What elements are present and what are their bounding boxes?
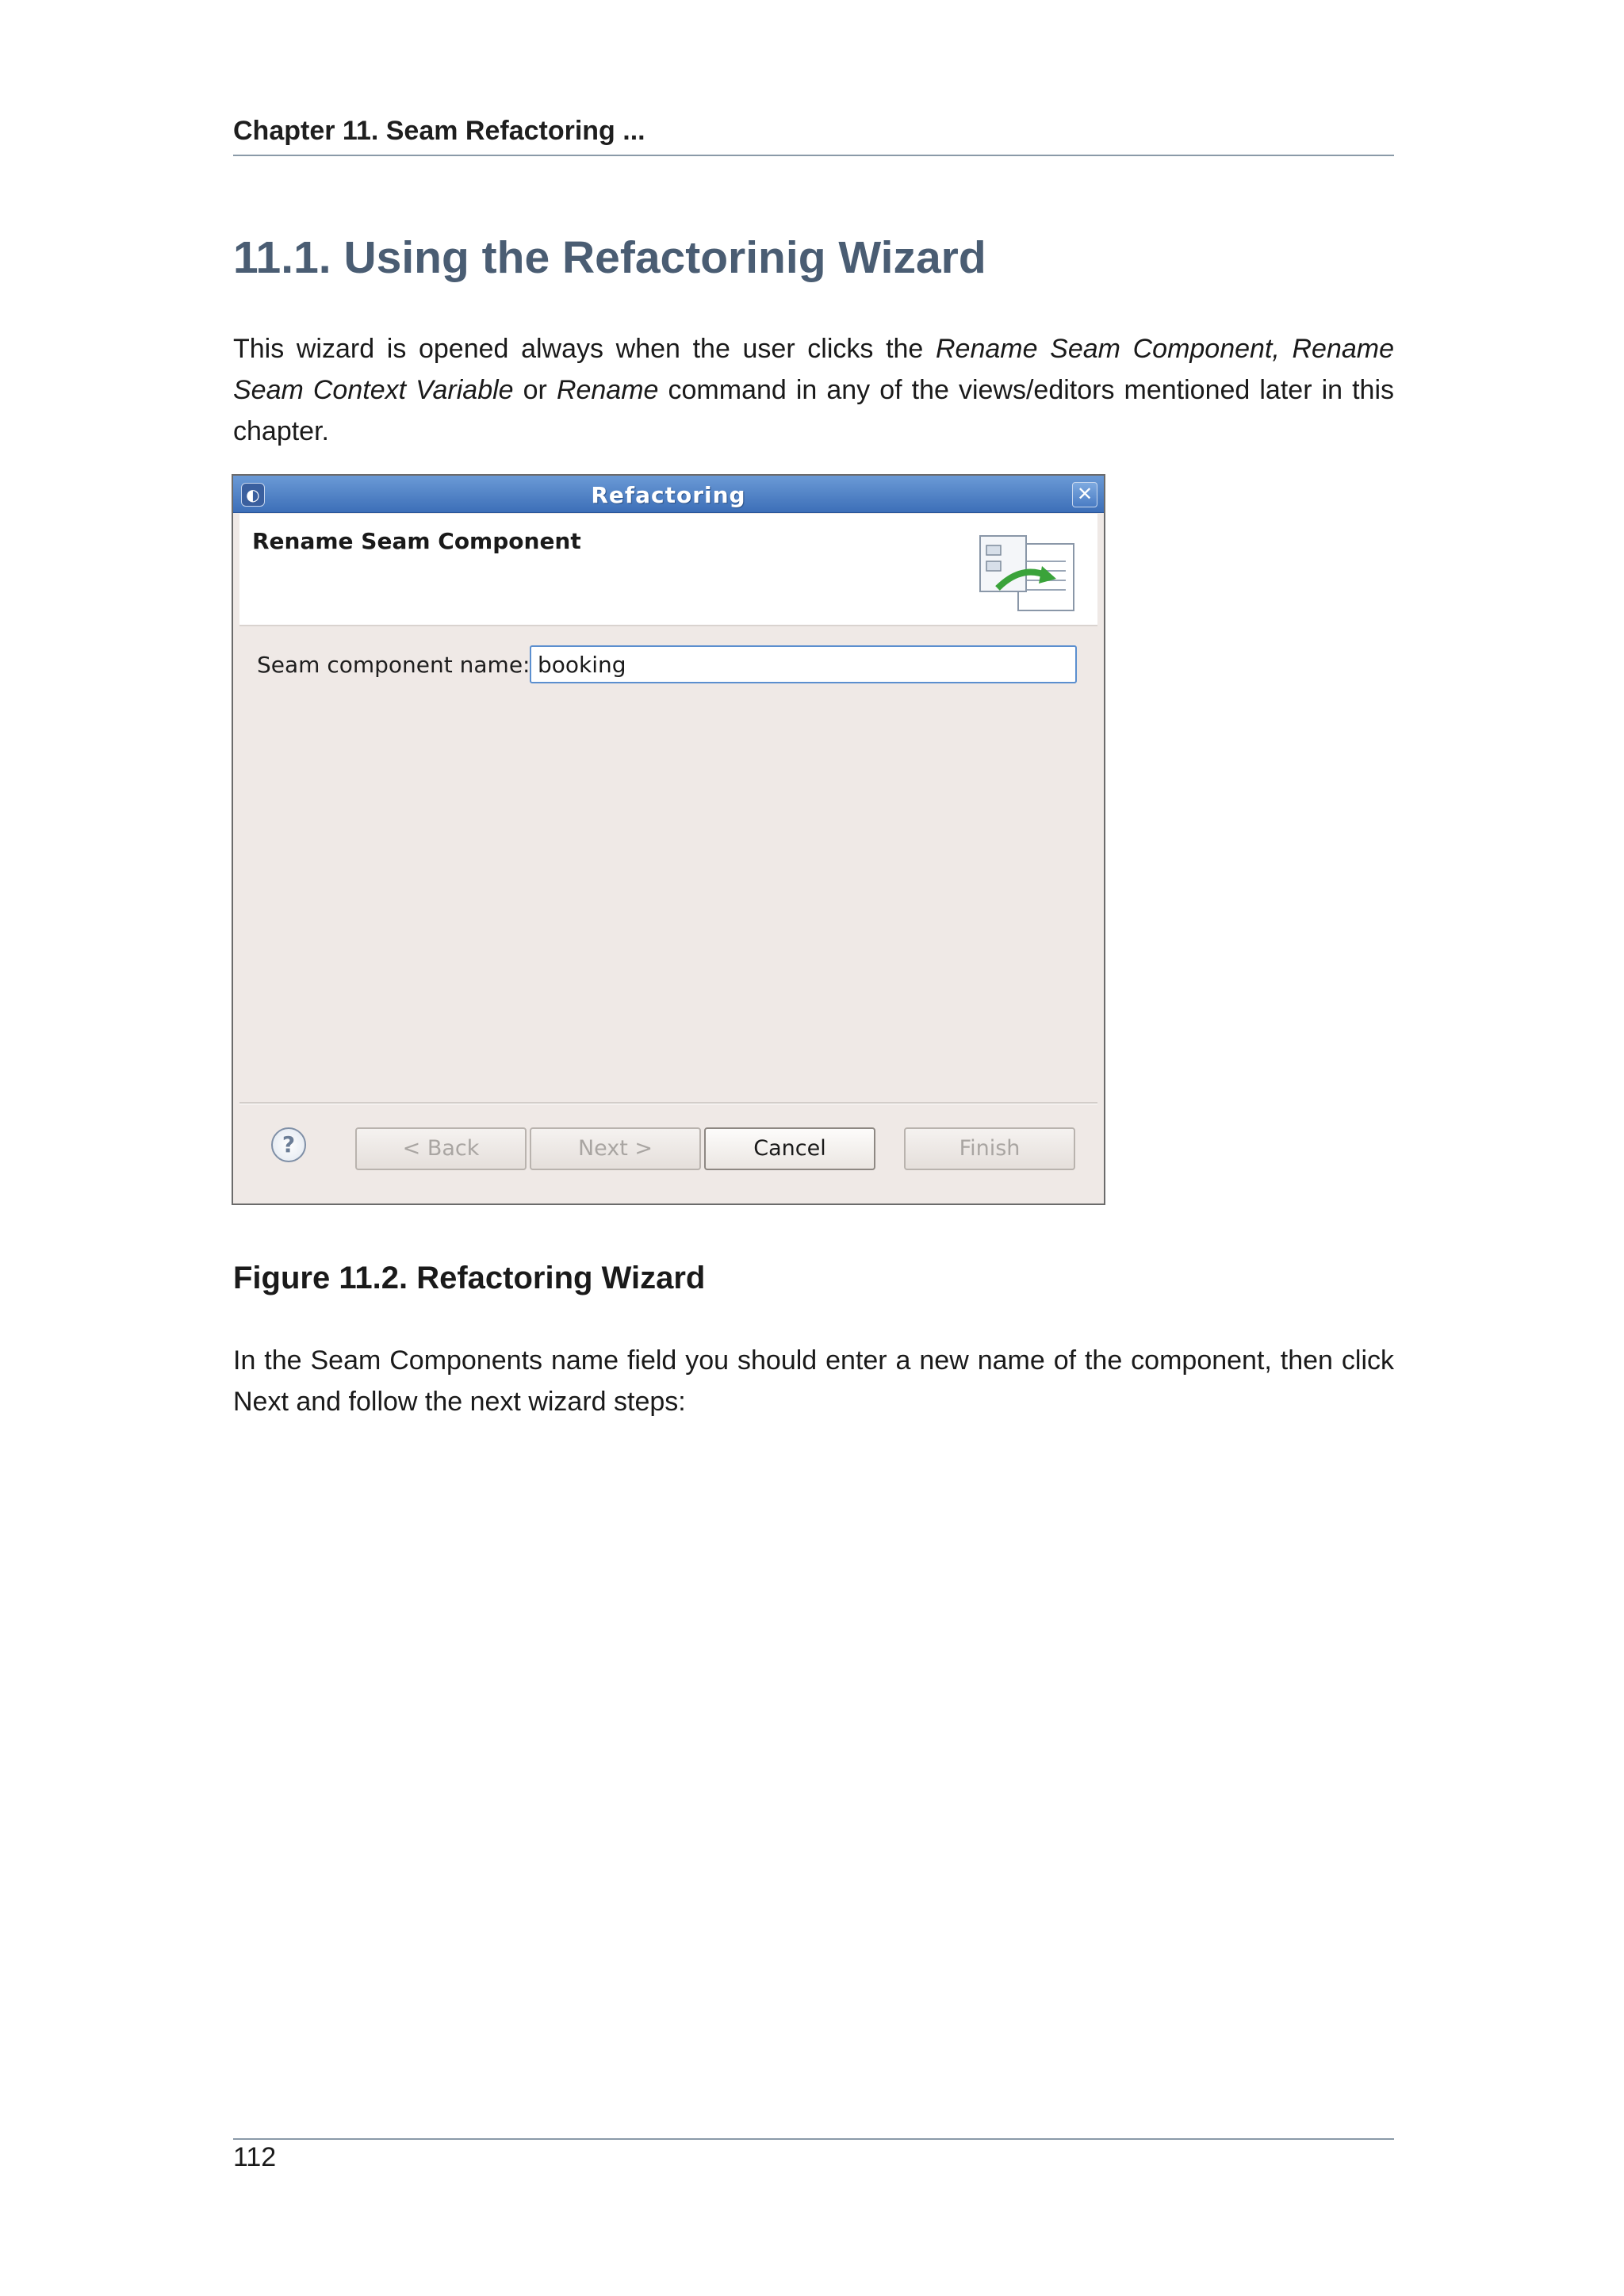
intro-emphasis-2: Rename (556, 375, 659, 405)
dialog-titlebar (233, 476, 1104, 513)
eclipse-icon: ◐ (241, 483, 265, 507)
intro-text-3: command in any of the views/editors mentioned later in this chapter. (233, 375, 1394, 446)
footer-rule (233, 2138, 1394, 2140)
refactoring-dialog-screenshot (232, 474, 1105, 1205)
refactor-wizard-icon (974, 530, 1085, 617)
intro-text-1: This wizard is opened always when the user clicks the (233, 334, 936, 364)
running-header: Chapter 11. Seam Refactoring ... (233, 116, 1394, 156)
button-bar-separator (239, 1102, 1097, 1104)
intro-emphasis-1: Rename Seam Component, Rename Seam Context Variable (233, 334, 1395, 405)
finish-button[interactable]: Finish (904, 1127, 1075, 1170)
close-icon[interactable]: ✕ (1072, 482, 1097, 507)
dialog-title: Refactoring (591, 482, 746, 508)
section-title: 11.1. Using the Refactorinig Wizard (233, 232, 986, 283)
back-button[interactable]: < Back (355, 1127, 527, 1170)
component-name-label: Seam component name: (257, 652, 530, 678)
next-button[interactable]: Next > (530, 1127, 701, 1170)
cancel-button[interactable]: Cancel (704, 1127, 875, 1170)
body-paragraph: In the Seam Components name field you should enter a new name of the component, then click Next and follow the next wizard steps: (233, 1345, 1394, 1417)
help-icon[interactable]: ? (271, 1127, 306, 1162)
figure-caption: Figure 11.2. Refactoring Wizard (233, 1261, 706, 1295)
wizard-banner (239, 514, 1097, 626)
wizard-page-title: Rename Seam Component (252, 528, 581, 554)
intro-text-2: or (513, 375, 557, 405)
intro-paragraph (233, 328, 1394, 452)
component-name-input[interactable] (530, 645, 1077, 683)
page-number: 112 (233, 2142, 277, 2172)
